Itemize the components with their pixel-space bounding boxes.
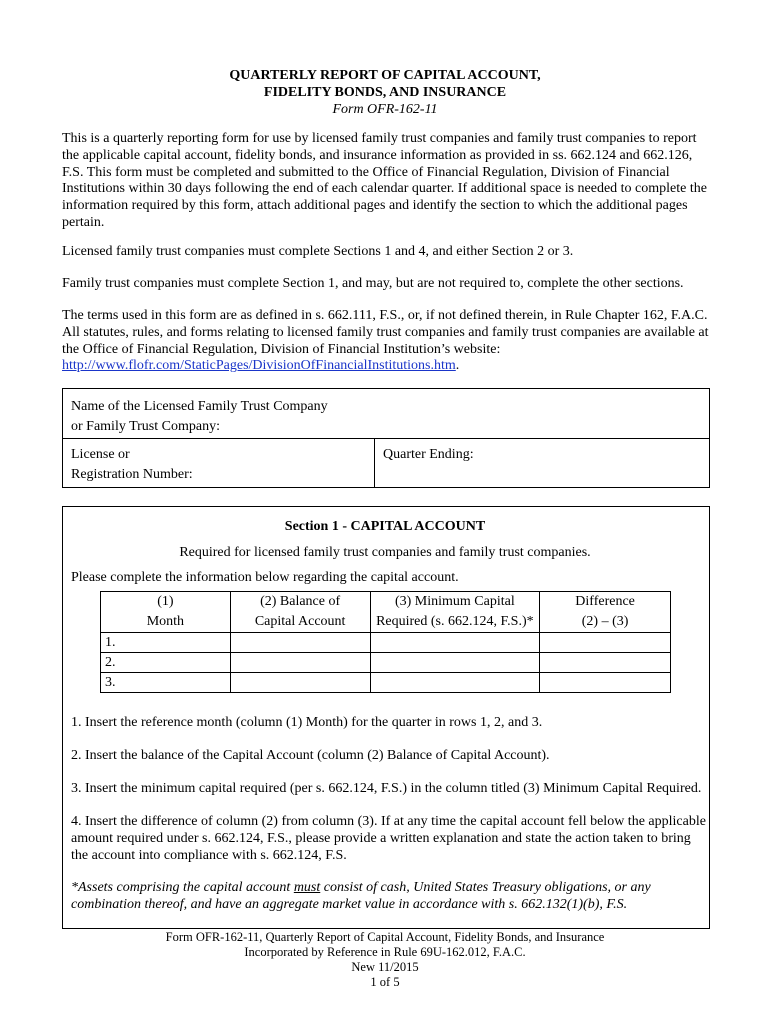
section1-title: Section 1 - CAPITAL ACCOUNT	[284, 519, 486, 534]
row-3-month[interactable]: 3.	[101, 673, 231, 693]
intro-paragraph-1: This is a quarterly reporting form for use by licensed family trust companies and family trust companies to report the applicable capital account, fidelity bonds, and insurance information as provided in ss. 662.124 and 662.126, F.S. This form must be completed and submitted to the Office of Financial Regulation, Division of Financial Institutions within 30 days following the end of each calendar quarter. If additional space is needed to complete the information required by this form, attach additional pages and identify the section to which the additional pages pertain.	[62, 131, 707, 230]
intro-paragraph-4-text: The terms used in this form are as defined in s. 662.111, F.S., or, if not defined therein, in Rule Chapter 162, F.A.C. All statutes, rules, and forms relating to licensed family trust companies and family trust companies are available at the Office of Financial Regulation, Division of Financial Institution’s website:	[62, 308, 709, 357]
header-difference: Difference (2) – (3)	[540, 592, 671, 633]
company-name-label: Name of the Licensed Family Trust Company or Family Trust Company:	[71, 399, 328, 434]
table-row	[101, 633, 671, 653]
row-2-balance[interactable]	[230, 653, 370, 673]
row-3-difference[interactable]	[540, 673, 671, 693]
header-balance: (2) Balance of Capital Account	[230, 592, 370, 633]
row-1-month[interactable]: 1.	[101, 633, 231, 653]
identification-box	[62, 388, 710, 488]
note-1: 1. Insert the reference month (column (1) Month) for the quarter in rows 1, 2, and 3.	[71, 715, 543, 730]
footer-line-1: Form OFR-162-11, Quarterly Report of Capital Account, Fidelity Bonds, and Insurance	[165, 930, 605, 944]
link-suffix: .	[455, 358, 460, 374]
section1-required-text: Required for licensed family trust companies and family trust companies.	[179, 545, 591, 560]
row-2-difference[interactable]	[540, 653, 671, 673]
row-2-minimum[interactable]	[370, 653, 540, 673]
row-3-balance[interactable]	[230, 673, 370, 693]
form-title-line2: FIDELITY BONDS, AND INSURANCE	[263, 85, 507, 100]
page-number: 1 of 5	[370, 975, 400, 989]
intro-paragraph-3: Family trust companies must complete Section 1, and may, but are not required to, complete the other sections.	[62, 276, 684, 291]
note-3: 3. Insert the minimum capital required (per s. 662.124, F.S.) in the column titled (3) Minimum Capital Required.	[71, 781, 702, 796]
intro-paragraph-2: Licensed family trust companies must complete Sections 1 and 4, and either Section 2 or 3.	[62, 244, 574, 259]
form-number: Form OFR-162-11	[332, 102, 438, 117]
footer-line-2: Incorporated by Reference in Rule 69U-162.012, F.A.C.	[244, 945, 526, 959]
header-minimum-capital: (3) Minimum Capital Required (s. 662.124, F.S.)*	[370, 592, 540, 633]
note-2: 2. Insert the balance of the Capital Account (column (2) Balance of Capital Account).	[71, 748, 550, 763]
row-2-month[interactable]: 2.	[101, 653, 231, 673]
emphasis-must: must	[293, 880, 321, 895]
id-box-divider	[63, 438, 709, 439]
intro-paragraph-4	[62, 308, 712, 375]
row-1-difference[interactable]	[540, 633, 671, 653]
row-3-minimum[interactable]	[370, 673, 540, 693]
row-1-minimum[interactable]	[370, 633, 540, 653]
asterisk-note: *Assets comprising the capital account must consist of cash, United States Treasury obligations, or any combination thereof, and have an aggregate market value in accordance with s. 662.132(1)(b), F.S.	[71, 880, 651, 912]
capital-account-table	[100, 591, 671, 693]
header-month: (1) Month	[101, 592, 231, 633]
table-row	[101, 653, 671, 673]
division-website-link[interactable]: http://www.flofr.com/StaticPages/DivisionOfFinancialInstitutions.htm	[62, 358, 456, 374]
footer-line-3: New 11/2015	[351, 960, 419, 974]
quarter-ending-label: Quarter Ending:	[383, 447, 474, 462]
note-4: 4. Insert the difference of column (2) from column (3). If at any time the capital account fell below the applicable amount required under s. 662.124, F.S., please provide a written explanation and state the action taken to bring the account into compliance with s. 662.124, F.S.	[71, 814, 706, 863]
table-header-row	[101, 592, 671, 633]
row-1-balance[interactable]	[230, 633, 370, 653]
table-row	[101, 673, 671, 693]
license-number-label: License or Registration Number:	[71, 447, 193, 482]
form-title-line1: QUARTERLY REPORT OF CAPITAL ACCOUNT,	[229, 68, 541, 83]
section1-instruction: Please complete the information below regarding the capital account.	[71, 570, 459, 585]
id-box-vertical-divider	[374, 438, 375, 487]
